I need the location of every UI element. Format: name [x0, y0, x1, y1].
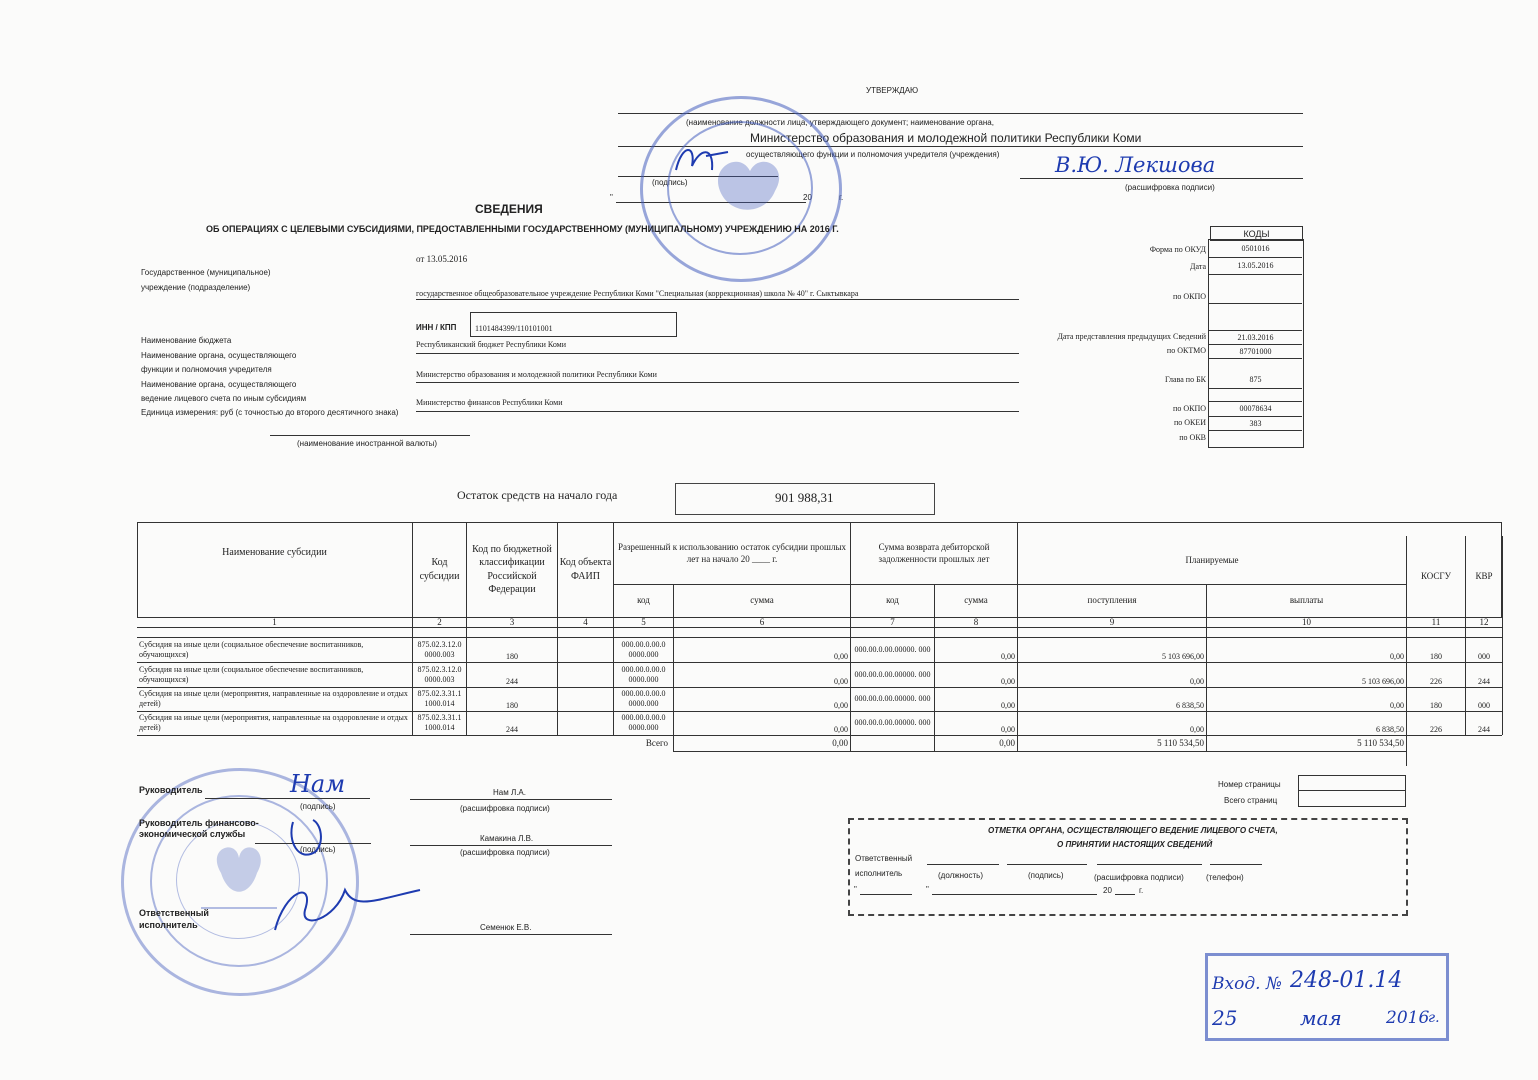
cell-name: Субсидия на иные цели (социальное обеспечение воспитанников, обучающихся)	[139, 639, 364, 659]
cell-code7: 000.00.0.00.00000. 000	[854, 669, 931, 679]
inn-value: 1101484399/110101001	[475, 324, 553, 333]
col-num-2: 2	[437, 616, 442, 627]
codes-value-oktmo: 87701000	[1239, 346, 1272, 356]
budget-value: Республиканский бюджет Республики Коми	[416, 340, 567, 349]
th-sub-sum: сумма	[750, 595, 774, 606]
cell-code: 875.02.3.31.1 1000.014	[417, 689, 462, 708]
approval-title: УТВЕРЖДАЮ	[866, 86, 919, 95]
cell-kosgu: 226	[1430, 677, 1442, 687]
page-number-box	[1298, 775, 1406, 807]
approval-date-quote: "	[610, 193, 613, 202]
institution-value: государственное общеобразовательное учреждение Республики Коми "Специальная (коррекционная) школа № 40" г. Сыктывкара	[416, 289, 859, 298]
total-pages-label: Всего страниц	[1224, 796, 1278, 805]
account-label-2: ведение лицевого счета по иным субсидиям	[141, 394, 307, 403]
th-faip: Код объекта ФАИП	[559, 557, 612, 582]
cell-kvr: 000	[1478, 701, 1490, 711]
cell-code7: 000.00.0.00.00000. 000	[854, 718, 931, 728]
cell-kosgu: 180	[1430, 652, 1442, 662]
cell-kvr: 000	[1478, 652, 1490, 662]
official-round-seal-top	[640, 96, 842, 282]
currency-caption: (наименование иностранной валюты)	[297, 439, 438, 448]
head-sign-caption: (подпись)	[300, 802, 336, 811]
cell-faip	[558, 637, 613, 662]
codes-value-prev-date: 21.03.2016	[1237, 332, 1274, 342]
budget-label: Наименование бюджета	[141, 336, 232, 345]
cell-code5: 000.00.0.00.0 0000.000	[621, 713, 666, 732]
th-kvr: КВР	[1475, 571, 1493, 582]
incoming-date-suffix: г.	[1428, 1010, 1440, 1026]
mark-date-year: 20	[1103, 886, 1112, 895]
mark-resp-2: исполнитель	[855, 869, 903, 878]
cell-kvr: 244	[1478, 725, 1490, 735]
th-sub-sum2: сумма	[964, 595, 988, 606]
cell-code5: 000.00.0.00.0 0000.000	[621, 689, 666, 708]
codes-label-okpo2: по ОКПО	[1173, 404, 1206, 413]
exec-label-1: Ответственный	[139, 908, 209, 918]
cell-sum6: 0,00	[834, 725, 848, 735]
cell-kosgu: 180	[1430, 701, 1442, 711]
cell-code: 875.02.3.31.1 1000.014	[417, 713, 462, 732]
cell-name: Субсидия на иные цели (мероприятия, направленные на оздоровление и отдых детей)	[139, 689, 408, 708]
approval-signature-caption: (подпись)	[652, 178, 688, 187]
cell-sum8: 0,00	[1001, 725, 1015, 735]
codes-label-okv: по ОКВ	[1179, 433, 1206, 442]
page-number-label: Номер страницы	[1218, 780, 1281, 789]
cell-income: 6 838,50	[1176, 701, 1204, 711]
mark-cap-signature: (подпись)	[1028, 871, 1064, 880]
th-refund: Сумма возврата дебиторской задолженности прошлых лет	[878, 541, 990, 564]
mark-cap-phone: (телефон)	[1206, 873, 1244, 882]
approval-decoding-caption: (расшифровка подписи)	[1125, 183, 1215, 192]
codes-value-okud: 0501016	[1241, 244, 1270, 253]
codes-value-okpo	[1210, 276, 1301, 302]
cell-sum6: 0,00	[834, 677, 848, 687]
document-subtitle: ОБ ОПЕРАЦИЯХ С ЦЕЛЕВЫМИ СУБСИДИЯМИ, ПРЕДОСТАВЛЕННЫМИ ГОСУДАРСТВЕННОМУ (МУНИЦИПАЛЬНОМУ) УЧРЕЖДЕНИЮ НА 2016 Г.	[206, 224, 839, 234]
th-income: поступления	[1087, 595, 1137, 606]
approval-date-suffix: г.	[839, 193, 844, 202]
cell-bk: 244	[506, 677, 518, 687]
cell-sum6: 0,00	[834, 652, 848, 662]
th-sub-code2: код	[886, 595, 899, 606]
cell-code5: 000.00.0.00.0 0000.000	[621, 639, 666, 659]
head-name-caption: (расшифровка подписи)	[460, 804, 550, 813]
account-label-1: Наименование органа, осуществляющего	[141, 380, 297, 389]
codes-label-okei: по ОКЕИ	[1173, 418, 1206, 427]
th-code: Код субсидии	[419, 557, 460, 582]
col-num-3: 3	[509, 616, 515, 627]
th-name: Наименование субсидии	[222, 547, 327, 559]
codes-label-prev-date: Дата представления предыдущих Сведений	[1057, 332, 1206, 341]
total-outcome: 5 110 534,50	[1357, 738, 1404, 749]
col-num-12: 12	[1479, 616, 1489, 627]
codes-label-date: Дата	[1190, 262, 1206, 271]
col-num-8: 8	[973, 616, 979, 627]
approval-signature-handwritten: В.Ю. Лекшова	[1055, 153, 1216, 177]
cell-code: 875.02.3.12.0 0000.003	[417, 664, 462, 684]
codes-label-okud: Форма по ОКУД	[1149, 245, 1206, 254]
cell-sum8: 0,00	[1001, 652, 1015, 662]
th-kosgu: КОСГУ	[1421, 571, 1451, 582]
codes-value-okei: 383	[1249, 418, 1262, 428]
col-num-1: 1	[272, 616, 277, 627]
cell-code7: 000.00.0.00.00000. 000	[854, 694, 931, 704]
codes-value-date: 13.05.2016	[1237, 261, 1274, 270]
approval-date-year: 20	[803, 193, 812, 202]
fin-label-2: экономической службы	[139, 829, 246, 839]
total-sum6: 0,00	[832, 738, 848, 749]
codes-label-glava: Глава по БК	[1165, 375, 1206, 384]
th-outcome: выплаты	[1289, 595, 1324, 606]
approval-function-caption: осуществляющего функции и полномочия учредителя (учреждения)	[746, 150, 1000, 159]
col-num-4: 4	[583, 616, 588, 627]
mark-title-1: ОТМЕТКА ОРГАНА, ОСУЩЕСТВЛЯЮЩЕГО ВЕДЕНИЕ ЛИЦЕВОГО СЧЕТА,	[988, 826, 1278, 835]
document-page: УТВЕРЖДАЮ (наименование должности лица, утверждающего документ; наименование органа, Министерство образования и молодежной политики Республики Коми осуществляющего функции и полномочия учредителя (учреждения) В.Ю. Лекшова (подпись) (расшифровка подписи) " 20 г. СВЕДЕНИЯ ОБ ОПЕРАЦИЯХ С ЦЕЛЕВЫМИ СУБСИДИЯМИ, ПРЕДОСТАВЛЕННЫМИ ГОСУДАРСТВЕННОМУ (МУНИЦИПАЛЬНОМУ) УЧРЕЖДЕНИЮ НА 2016 Г. от 13.05.2016 Государственное (муниципальное) учреждение (подразделение) государственное общеобразовательное учреждение Республики Коми "Специальная (коррекционная) школа № 40" г. Сыктывкара ИНН / КПП 1101484399/110101001 Наименование бюджета Республиканский бюджет Республики Коми Наименование органа, осуществляющего функции и полномочия учредителя Министерство образования и молодежной политики Республики Коми Наименование органа, осуществляющего ведение лицевого счета по иным субсидиям Министерство финансов Республики Коми Единица измерения: руб (с точностью до второго десятичного знака) (наименование иностранной валюты) КОДЫ Форма по ОКУД 0501016 Дата 13.05.2016 по ОКПО Дата представления предыдущих Сведений 21.03.2016 по ОКТМО 87701000 Глава по БК 875 по ОКПО 00078634 по ОКЕИ 383 по ОКВ Остаток средств на начало года 901 988,31 Наименование субсидии Код субсидии Код по бюджетной классификации Российской Федерации Код объекта ФАИП Разрешенный к использованию остаток субсидии прошлых лет на начало 20 ____ г. Сумма возврата дебиторской задолженности прошлых лет Планируемые КОСГУ КВР код сумма код сумма поступления выплаты 1 2 3 4 5 6 7 8 9 10 11 12 Субсидия на иные цели (социальное обеспечение воспитанников, обучающихся) 875.02.3.12.0 0000.003 180 000.00.0.00.0 0000.000 0,00 000.00.0.00.00000. 000 0,00 5 103 696,00 0,00 180 000 Субсидия на иные цели (социальное обеспечение воспитанников, обучающихся) 875.02.3.12.0 0000.003 244 000.00.0.00.0 0000.000 0,00 000.00.0.00.00000. 000 0,00 0,00 5 103 696,00 226 244 Субсидия на иные цели (мероприятия, направленные на оздоровление и отдых детей) 875.02.3.31.1 1000.014 180 000.00.0.00.0 0000.000 0,00 000.00.0.00.00000. 000 0,00 6 838,50 0,00 180 000 Субсидия на иные цели (мероприятия, направленные на оздоровление и отдых детей) 875.02.3.31.1 1000.014 244 000.00.0.00.0 0000.000 0,00 000.00.0.00.00000. 000 0,00 0,00 6 838,50 226 244 Всего 0,00 0,00 5 110 534,50 5 110 534,50 Руководитель Нам (подпись) Нам Л.А. (расшифровка подписи) Руководитель финансово- экономической службы (подпись) Камакина Л.В. (расшифровка подписи) Ответственный исполнитель Семенюк Е.В. Номер страницы Всего страниц ОТМЕТКА ОРГАНА, ОСУЩЕСТВЛЯЮЩЕГО ВЕДЕНИЕ ЛИЦЕВОГО СЧЕТА, О ПРИНЯТИИ НАСТОЯЩИХ СВЕДЕНИЙ Ответственный исполнитель (должность) (подпись) (расшифровка подписи) (телефон) " " 20 г. Вход. № 248-01.14 25 мая 2016 г.	[0, 0, 1538, 1080]
mark-resp-1: Ответственный	[855, 854, 913, 863]
cell-outcome: 0,00	[1390, 652, 1404, 662]
cell-outcome: 0,00	[1390, 701, 1404, 711]
account-value: Министерство финансов Республики Коми	[416, 398, 563, 407]
balance-value: 901 988,31	[775, 490, 834, 505]
institution-label-2: учреждение (подразделение)	[141, 283, 251, 292]
cell-income: 0,00	[1190, 725, 1204, 735]
cell-kvr: 244	[1478, 677, 1490, 687]
mark-title-2: О ПРИНЯТИИ НАСТОЯЩИХ СВЕДЕНИЙ	[1057, 840, 1213, 849]
fin-label-1: Руководитель финансово-	[139, 818, 259, 828]
unit-label: Единица измерения: руб (с точностью до второго десятичного знака)	[141, 408, 399, 417]
total-income: 5 110 534,50	[1157, 738, 1204, 749]
cell-code7: 000.00.0.00.00000. 000	[854, 644, 931, 654]
head-name: Нам Л.А.	[493, 788, 526, 797]
fin-name: Камакина Л.В.	[480, 834, 534, 843]
total-label: Всего	[645, 738, 668, 749]
exec-signature-handwritten	[255, 870, 425, 940]
cell-kosgu: 226	[1430, 725, 1442, 735]
cell-faip	[558, 711, 613, 735]
col-num-11: 11	[1431, 616, 1441, 627]
exec-label-2: исполнитель	[139, 920, 198, 930]
fin-name-caption: (расшифровка подписи)	[460, 848, 550, 857]
cell-faip	[558, 687, 613, 711]
cell-sum8: 0,00	[1001, 677, 1015, 687]
cell-name: Субсидия на иные цели (социальное обеспечение воспитанников, обучающихся)	[139, 664, 364, 684]
th-budget-class: Код по бюджетной классификации Российской Федерации	[472, 543, 552, 595]
incoming-number-prefix: Вход. №	[1212, 974, 1282, 994]
th-allowed: Разрешенный к использованию остаток субсидии прошлых лет на начало 20 ____ г.	[617, 541, 847, 564]
cell-bk: 244	[506, 725, 518, 735]
cell-sum6: 0,00	[834, 701, 848, 711]
cell-bk: 180	[506, 701, 518, 711]
incoming-date-year: 2016	[1386, 1008, 1430, 1028]
cell-outcome: 5 103 696,00	[1362, 677, 1404, 687]
codes-value-glava: 875	[1249, 374, 1262, 384]
cell-outcome: 6 838,50	[1376, 725, 1404, 735]
head-signature-handwritten: Нам	[290, 770, 346, 798]
head-label: Руководитель	[139, 785, 203, 795]
mark-date-suffix: г.	[1139, 886, 1144, 895]
col-num-6: 6	[759, 616, 765, 627]
balance-label: Остаток средств на начало года	[457, 488, 618, 502]
fin-signature-handwritten	[285, 812, 335, 872]
founder-value: Министерство образования и молодежной политики Республики Коми	[416, 370, 657, 379]
approval-position-caption: (наименование должности лица, утверждающего документ; наименование органа,	[686, 118, 994, 127]
cell-bk: 180	[506, 652, 518, 662]
codes-value-okpo2: 00078634	[1239, 404, 1272, 413]
institution-label-1: Государственное (муниципальное)	[141, 268, 271, 277]
th-planned: Планируемые	[1185, 554, 1239, 565]
incoming-date-day: 25	[1212, 1006, 1238, 1030]
approval-sign-mark	[672, 140, 732, 189]
incoming-number-value: 248-01.14	[1290, 968, 1403, 993]
codes-label-oktmo: по ОКТМО	[1166, 346, 1206, 355]
cell-income: 5 103 696,00	[1162, 652, 1204, 662]
founder-label-1: Наименование органа, осуществляющего	[141, 351, 297, 360]
inn-label: ИНН / КПП	[416, 323, 457, 332]
subsidies-table	[137, 522, 1502, 752]
cell-code: 875.02.3.12.0 0000.003	[417, 639, 462, 659]
cell-code5: 000.00.0.00.0 0000.000	[621, 664, 666, 684]
cell-sum8: 0,00	[1001, 701, 1015, 711]
col-num-5: 5	[641, 616, 646, 627]
document-date: от 13.05.2016	[416, 254, 468, 264]
cell-income: 0,00	[1190, 677, 1204, 687]
codes-header: КОДЫ	[1210, 226, 1303, 241]
mark-cap-decoding: (расшифровка подписи)	[1094, 873, 1184, 882]
founder-label-2: функции и полномочия учредителя	[141, 365, 272, 374]
mark-cap-position: (должность)	[938, 871, 983, 880]
fin-sign-caption: (подпись)	[300, 845, 336, 854]
exec-name: Семенюк Е.В.	[480, 923, 532, 932]
codes-label-okpo: по ОКПО	[1173, 292, 1206, 301]
cell-faip	[558, 662, 613, 687]
total-sum8: 0,00	[999, 738, 1015, 749]
approval-organ-name: Министерство образования и молодежной политики Республики Коми	[750, 131, 1142, 145]
codes-value-okv	[1210, 431, 1301, 444]
col-num-7: 7	[890, 616, 895, 627]
col-num-9: 9	[1109, 616, 1115, 627]
cell-name: Субсидия на иные цели (мероприятия, направленные на оздоровление и отдых детей)	[139, 713, 408, 732]
document-title: СВЕДЕНИЯ	[475, 202, 543, 216]
incoming-date-month: мая	[1300, 1006, 1342, 1030]
th-sub-code: код	[637, 595, 650, 606]
col-num-10: 10	[1302, 616, 1311, 627]
